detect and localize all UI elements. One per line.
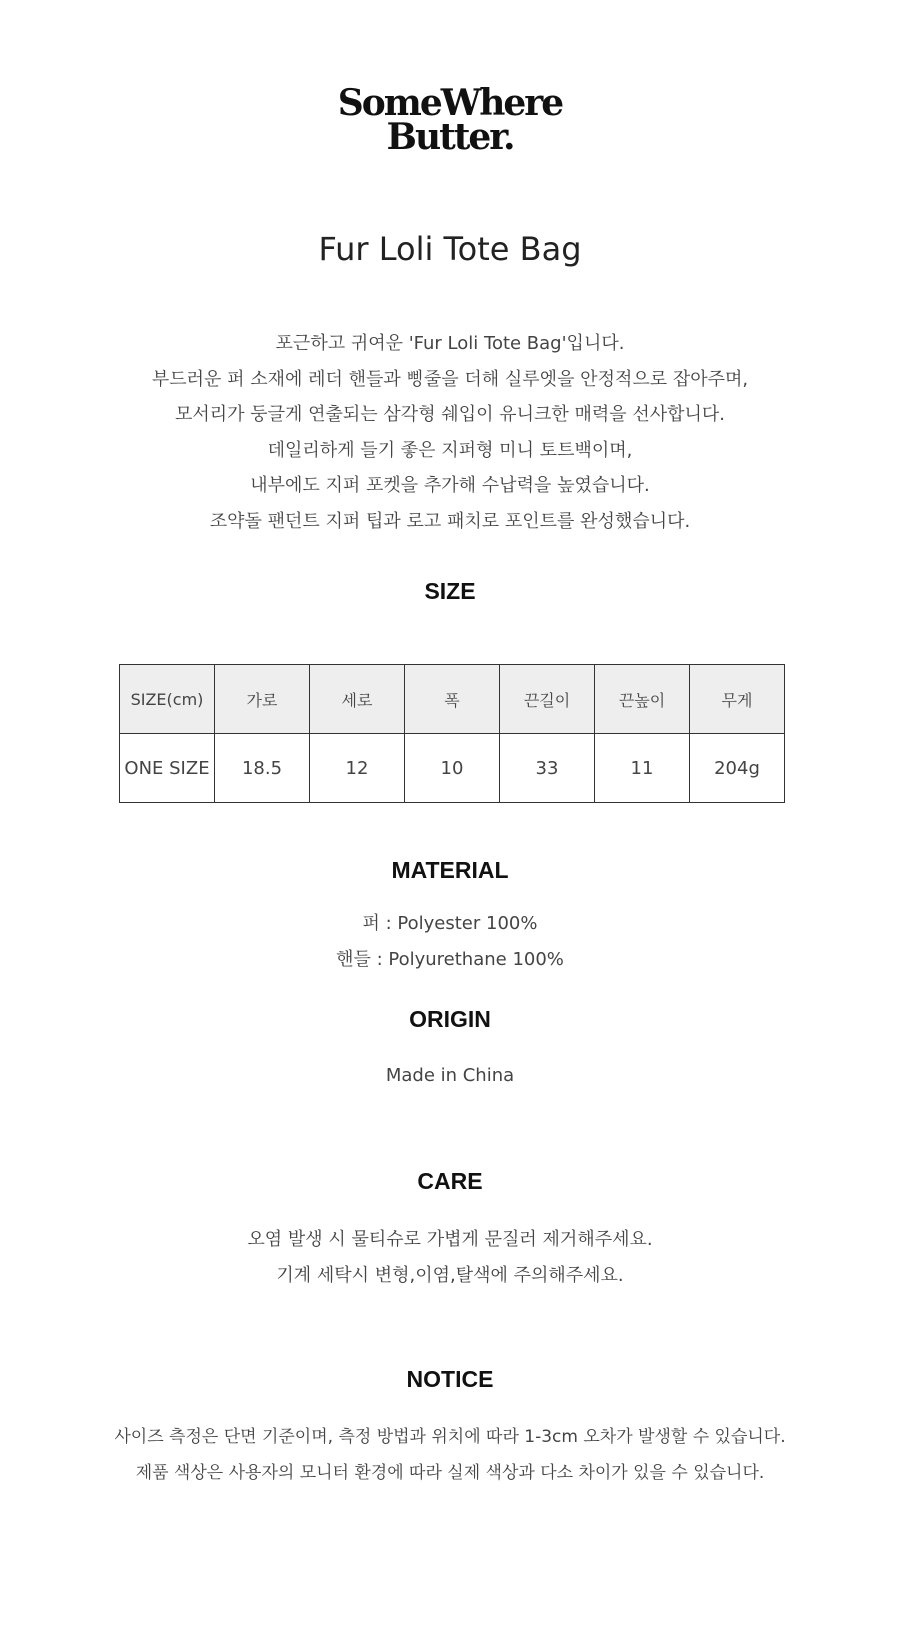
notice-line: 사이즈 측정은 단면 기준이며, 측정 방법과 위치에 따라 1-3cm 오차가 발생할 수 있습니다. xyxy=(114,1427,786,1447)
product-title: Fur Loli Tote Bag xyxy=(318,230,582,268)
origin-line: Made in China xyxy=(385,1065,515,1086)
size-table-header: 세로 xyxy=(310,665,405,734)
product-description xyxy=(0,326,900,539)
material-heading: MATERIAL xyxy=(391,857,509,883)
brand-logo xyxy=(0,84,900,156)
size-heading: SIZE xyxy=(424,578,476,604)
logo-line-2: Butter. xyxy=(386,116,514,158)
origin-heading: ORIGIN xyxy=(409,1006,491,1032)
size-table-cell: 33 xyxy=(500,734,595,803)
size-table-cell: ONE SIZE xyxy=(120,734,215,803)
care-line: 기계 세탁시 변형,이염,탈색에 주의해주세요. xyxy=(276,1264,624,1286)
size-table-row xyxy=(120,734,785,803)
material-list xyxy=(0,906,900,977)
notice-list xyxy=(0,1420,900,1491)
size-table-cell: 204g xyxy=(690,734,785,803)
description-line: 데일리하게 들기 좋은 지퍼형 미니 토트백이며, xyxy=(267,439,633,461)
material-line: 핸들 : Polyurethane 100% xyxy=(336,948,564,970)
care-list xyxy=(0,1222,900,1293)
description-line: 모서리가 둥글게 연출되는 삼각형 쉐입이 유니크한 매력을 선사합니다. xyxy=(174,404,726,425)
description-line: 내부에도 지퍼 포켓을 추가해 수납력을 높였습니다. xyxy=(250,475,650,496)
size-table-cell: 11 xyxy=(595,734,690,803)
notice-heading: NOTICE xyxy=(406,1366,494,1392)
size-table-header: 무게 xyxy=(690,665,785,734)
material-line: 퍼 : Polyester 100% xyxy=(362,913,538,934)
size-table-header: 폭 xyxy=(405,665,500,734)
origin-list xyxy=(0,1058,900,1094)
size-table-header: 가로 xyxy=(215,665,310,734)
size-table-header: 끈길이 xyxy=(500,665,595,734)
size-table-header: SIZE(cm) xyxy=(120,665,215,734)
size-table-cell: 10 xyxy=(405,734,500,803)
description-line: 부드러운 퍼 소재에 레더 핸들과 삥줄을 더해 실루엣을 안정적으로 잡아주며, xyxy=(151,368,749,390)
description-line: 조약돌 팬던트 지퍼 팁과 로고 패치로 포인트를 완성했습니다. xyxy=(209,510,691,532)
care-line: 오염 발생 시 물티슈로 가볍게 문질러 제거해주세요. xyxy=(247,1229,653,1250)
size-table-cell: 18.5 xyxy=(215,734,310,803)
description-line: 포근하고 귀여운 'Fur Loli Tote Bag'입니다. xyxy=(275,333,625,354)
notice-line: 제품 색상은 사용자의 모니터 환경에 따라 실제 색상과 다소 차이가 있을 수 있습니다. xyxy=(135,1462,765,1483)
size-table-cell: 12 xyxy=(310,734,405,803)
logo-line-1: SomeWhere xyxy=(337,82,563,124)
size-table-header: 끈높이 xyxy=(595,665,690,734)
size-table xyxy=(119,664,785,803)
care-heading: CARE xyxy=(417,1168,483,1194)
size-table-header-row xyxy=(120,665,785,734)
